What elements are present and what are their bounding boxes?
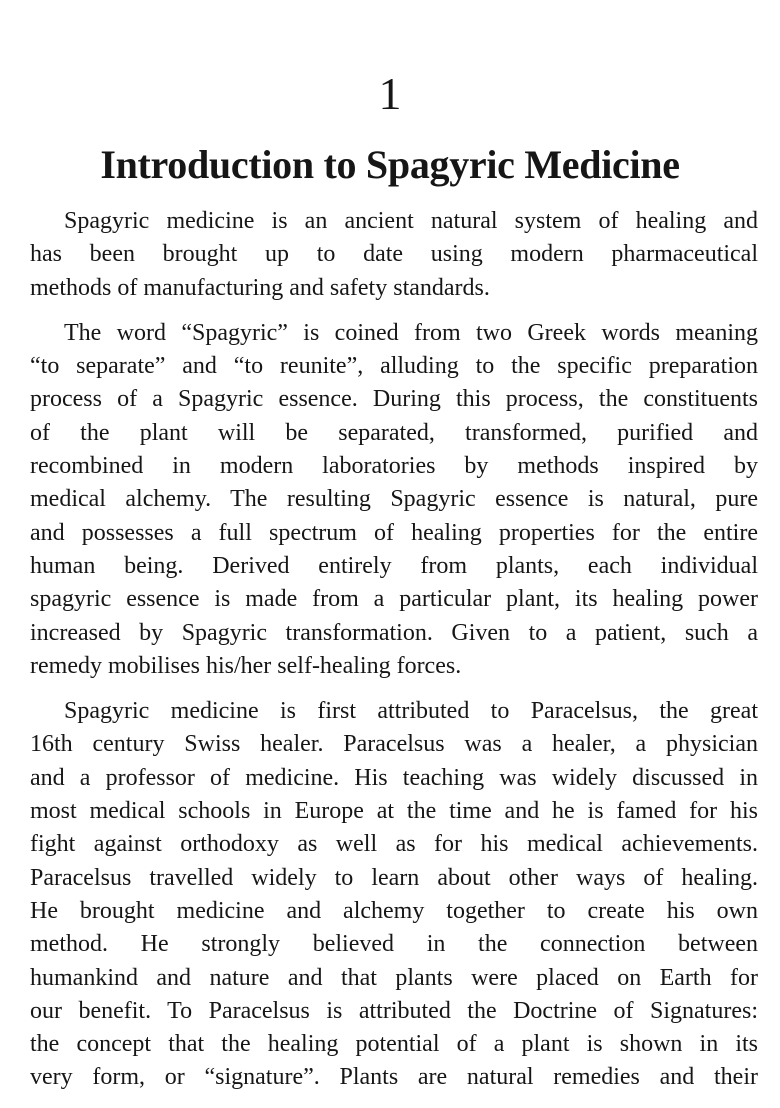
text-line: methods of manufacturing and safety standards.	[30, 274, 490, 301]
text-line: spagyric essence is made from a particular plant, its healing power	[30, 586, 758, 613]
text-line: remedy mobilises his/her self-healing forces.	[30, 652, 462, 679]
paragraph	[30, 205, 758, 305]
text-line: increased by Spagyric transformation. Given to a patient, such a	[30, 619, 758, 646]
chapter-title: Introduction to Spagyric Medicine	[100, 142, 680, 187]
text-line: has been brought up to date using modern pharmaceutical	[30, 241, 758, 268]
text-line: 16th century Swiss healer. Paracelsus was a healer, a physician	[30, 731, 758, 758]
text-line: of the plant will be separated, transformed, purified and	[30, 419, 758, 446]
text-line: recombined in modern laboratories by methods inspired by	[30, 453, 758, 480]
text-line: the concept that the healing potential of a plant is shown in its	[30, 1031, 758, 1058]
body-text	[30, 205, 758, 1095]
text-line: and a professor of medicine. His teaching was widely discussed in	[30, 764, 758, 791]
text-line: Paracelsus travelled widely to learn about other ways of healing.	[30, 864, 758, 891]
text-line: method. He strongly believed in the connection between	[30, 931, 758, 958]
text-line: most medical schools in Europe at the time and he is famed for his	[30, 798, 758, 825]
text-line: “to separate” and “to reunite”, alluding to the specific preparation	[30, 353, 758, 380]
paragraph	[30, 317, 758, 683]
text-line: our benefit. To Paracelsus is attributed the Doctrine of Signatures:	[30, 997, 758, 1024]
text-line: medical alchemy. The resulting Spagyric essence is natural, pure	[30, 486, 758, 513]
chapter-number: 1	[378, 68, 402, 119]
text-line: very form, or “signature”. Plants are natural remedies and their	[30, 1064, 758, 1091]
paragraph	[30, 695, 758, 1095]
text-line: humankind and nature and that plants were placed on Earth for	[30, 964, 758, 991]
text-line: and possesses a full spectrum of healing properties for the entire	[30, 519, 758, 546]
text-line: fight against orthodoxy as well as for his medical achievements.	[30, 831, 758, 858]
text-line: Spagyric medicine is first attributed to Paracelsus, the great	[64, 698, 758, 725]
text-line: The word “Spagyric” is coined from two Greek words meaning	[64, 319, 758, 346]
text-line: human being. Derived entirely from plants, each individual	[30, 552, 758, 579]
text-line: Spagyric medicine is an ancient natural system of healing and	[64, 208, 758, 234]
text-line: He brought medicine and alchemy together to create his own	[30, 897, 758, 924]
text-line: process of a Spagyric essence. During this process, the constituents	[30, 386, 758, 413]
